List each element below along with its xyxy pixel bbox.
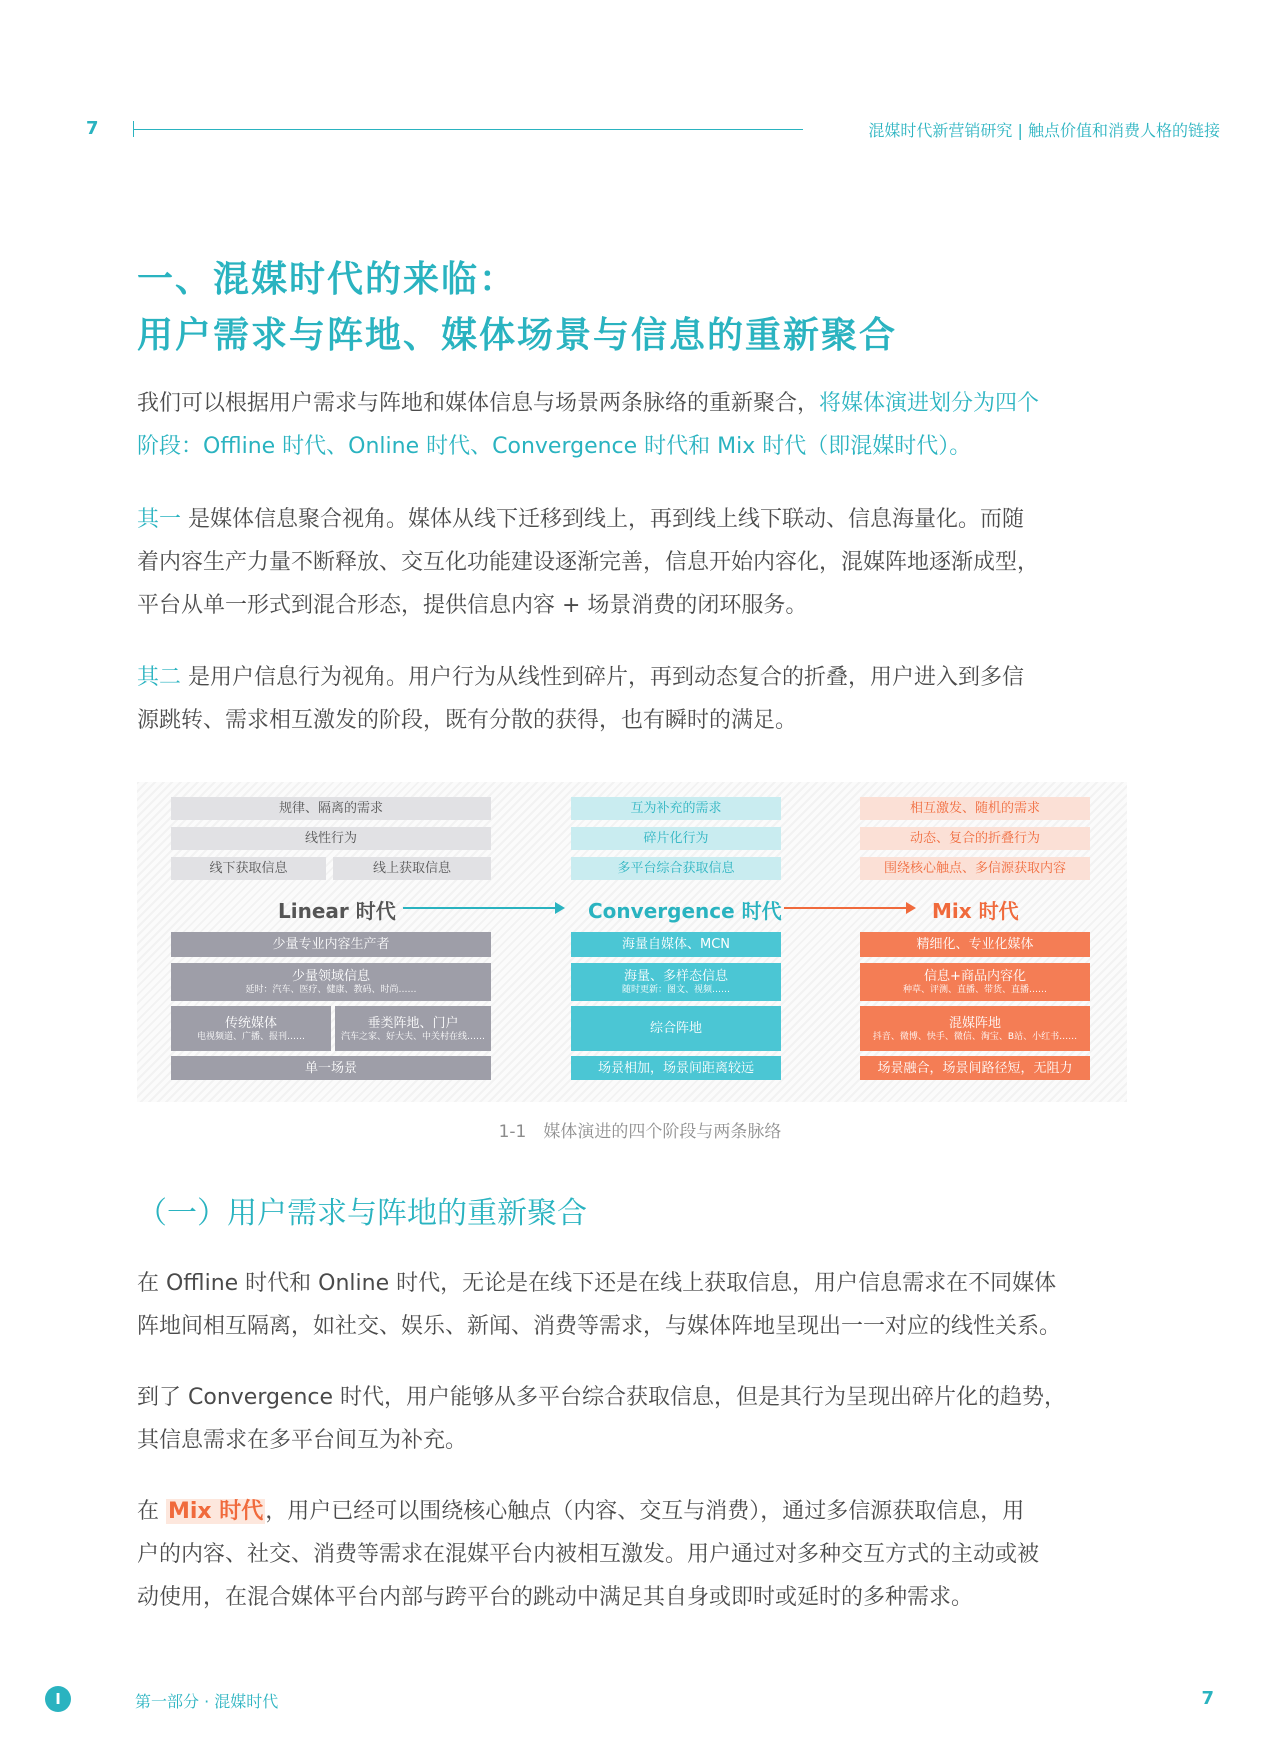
intro-highlight-a: 将媒体演进划分为四个: [819, 391, 1040, 416]
arrow-convergence-to-mix: [784, 907, 914, 909]
p1-line1: 是媒体信息聚合视角。媒体从线下迁移到线上，再到线上线下联动、信息海量化。而随: [181, 507, 1025, 532]
p3-line2: 阵地间相互隔离，如社交、娱乐、新闻、消费等需求，与媒体阵地呈现出一一对应的线性关系。: [137, 1314, 1062, 1339]
convergence-need-3: 多平台综合获取信息: [571, 857, 781, 880]
convergence-platform: 综合阵地: [571, 1006, 781, 1051]
linear-media-b: [335, 1006, 491, 1051]
header-rule: [133, 129, 803, 130]
media-evolution-diagram: [137, 782, 1127, 1102]
mix-need-3: 围绕核心触点、多信源获取内容: [860, 857, 1090, 880]
header-page-number: 7: [86, 118, 99, 139]
mix-era-label: Mix 时代: [932, 899, 1019, 923]
p2-line2: 源跳转、需求相互激发的阶段，既有分散的获得，也有瞬时的满足。: [137, 708, 798, 733]
linear-scene: 单一场景: [171, 1056, 491, 1080]
convergence-producers: 海量自媒体、MCN: [571, 932, 781, 957]
linear-media-a: [171, 1006, 331, 1051]
mix-info-sub: 种草、评测、直播、带货、直播……: [902, 985, 1047, 995]
subsection-title: （一）用户需求与阵地的重新聚合: [137, 1196, 587, 1231]
convergence-scene: 场景相加，场景间距离较远: [571, 1056, 781, 1080]
convergence-info: [571, 963, 781, 1001]
arrow-linear-to-convergence: [403, 907, 563, 909]
linear-media-b-sub: 汽车之家、好大夫、中关村在线……: [340, 1031, 485, 1042]
p2-lead: 其二: [137, 665, 182, 690]
paragraph-1: [137, 498, 1137, 627]
footer-part-badge: I: [45, 1686, 71, 1712]
mix-producers: 精细化、专业化媒体: [860, 932, 1090, 957]
linear-media-a-label: 传统媒体: [224, 1015, 277, 1031]
mix-info: [860, 963, 1090, 1001]
mix-info-label: 信息+商品内容化: [924, 969, 1026, 984]
footer-page-number: 7: [1201, 1688, 1214, 1709]
mix-platform-label: 混媒阵地: [948, 1015, 1001, 1031]
p5-mix-highlight: Mix 时代: [168, 1499, 264, 1524]
mix-need-1: 相互激发、随机的需求: [860, 797, 1090, 820]
linear-need-4: 线上获取信息: [333, 857, 491, 880]
paragraph-2: [137, 656, 1137, 742]
linear-info-label: 少量领域信息: [291, 969, 370, 984]
linear-need-3: 线下获取信息: [171, 857, 326, 880]
p5-line1: ，用户已经可以围绕核心触点（内容、交互与消费），通过多信源获取信息，用: [265, 1499, 1025, 1524]
convergence-need-2: 碎片化行为: [571, 827, 781, 850]
p2-line1: 是用户信息行为视角。用户行为从线性到碎片，再到动态复合的折叠，用户进入到多信: [181, 665, 1025, 690]
convergence-info-label: 海量、多样态信息: [623, 969, 728, 984]
linear-need-1: 规律、隔离的需求: [171, 797, 491, 820]
section-title-line1: 一、混媒时代的来临：: [137, 259, 518, 300]
linear-media-b-label: 垂类阵地、门户: [367, 1015, 459, 1031]
p4-line2: 其信息需求在多平台间互为补充。: [137, 1428, 468, 1453]
convergence-need-1: 互为补充的需求: [571, 797, 781, 820]
p1-lead: 其一: [137, 507, 182, 532]
p1-line2: 着内容生产力量不断释放、交互化功能建设逐渐完善，信息开始内容化，混媒阵地逐渐成型，: [137, 550, 1040, 575]
linear-info: [171, 963, 491, 1001]
intro-plain: 我们可以根据用户需求与阵地和媒体信息与场景两条脉络的重新聚合，: [137, 391, 820, 416]
p5-pre: 在: [137, 1499, 166, 1524]
p3-line1: 在 Offline 时代和 Online 时代，无论是在线下还是在线上获取信息，用户信息需求在不同媒体: [137, 1271, 1057, 1296]
p4-line1: 到了 Convergence 时代，用户能够从多平台综合获取信息，但是其行为呈现出碎片化的趋势，: [137, 1385, 1067, 1410]
convergence-era-label: Convergence 时代: [588, 899, 782, 923]
paragraph-5: [137, 1490, 1137, 1619]
mix-platform: [860, 1006, 1090, 1051]
section-title: [137, 252, 897, 364]
paragraph-4: [137, 1376, 1137, 1462]
mix-need-2: 动态、复合的折叠行为: [860, 827, 1090, 850]
intro-paragraph: [137, 382, 1137, 468]
convergence-info-sub: 随时更新：图文、视频……: [621, 985, 730, 995]
linear-info-sub: 延时：汽车、医疗、健康、教码、时尚……: [245, 985, 417, 995]
linear-need-2: 线性行为: [171, 827, 491, 850]
section-title-line2: 用户需求与阵地、媒体场景与信息的重新聚合: [137, 315, 898, 356]
mix-scene: 场景融合，场景间路径短，无阻力: [860, 1056, 1090, 1080]
linear-media-a-sub: 电视频道、广播、报刊……: [196, 1031, 305, 1042]
p1-line3: 平台从单一形式到混合形态，提供信息内容 + 场景消费的闭环服务。: [137, 593, 808, 618]
p5-line2: 户的内容、社交、消费等需求在混媒平台内被相互激发。用户通过对多种交互方式的主动或被: [137, 1542, 1040, 1567]
paragraph-3: [137, 1262, 1137, 1348]
linear-producers: 少量专业内容生产者: [171, 932, 491, 957]
linear-era-label: Linear 时代: [278, 899, 396, 923]
figure-caption: 1-1 媒体演进的四个阶段与两条脉络: [498, 1122, 782, 1142]
mix-platform-sub: 抖音、微博、快手、微信、淘宝、B站、小红书……: [872, 1031, 1078, 1042]
p5-line3: 动使用，在混合媒体平台内部与跨平台的跳动中满足其自身或即时或延时的多种需求。: [137, 1585, 974, 1610]
intro-highlight-b: 阶段：Offline 时代、Online 时代、Convergence 时代和 Mix 时代（即混媒时代）。: [137, 434, 972, 459]
footer-section-label: 第一部分 · 混媒时代: [135, 1692, 279, 1711]
header-title: 混媒时代新营销研究 | 触点价值和消费人格的链接: [868, 121, 1220, 140]
